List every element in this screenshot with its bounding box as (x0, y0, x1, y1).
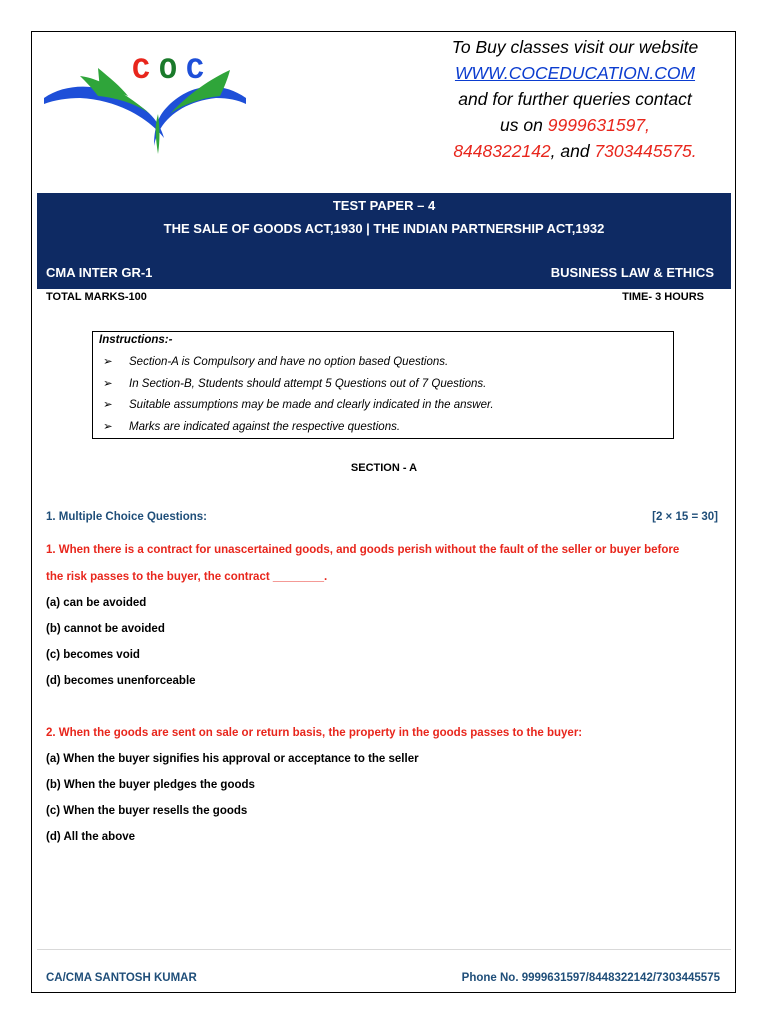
coc-logo (40, 48, 250, 158)
arrow-bullet-icon: ➢ (103, 399, 113, 411)
contact-line-4-prefix: us on (500, 115, 548, 135)
title-banner (37, 193, 731, 289)
website-link[interactable]: WWW.COCEDUCATION.COM (454, 63, 696, 83)
question-1-option: (b) cannot be avoided (46, 623, 165, 635)
contact-line-5-mid: , and (550, 141, 595, 161)
arrow-bullet-icon: ➢ (103, 377, 113, 390)
footer-divider (37, 949, 731, 950)
question-2-option: (a) When the buyer signifies his approval or acceptance to the seller (46, 753, 419, 765)
question-2-option: (b) When the buyer pledges the goods (46, 779, 255, 791)
contact-line-1: To Buy classes visit our website (451, 37, 699, 57)
logo-letter-c2: C (186, 54, 205, 88)
contact-block (430, 34, 720, 164)
question-2-line-1: 2. When the goods are sent on sale or return basis, the property in the goods passes to the buyer: (46, 727, 583, 739)
question-1-option: (a) can be avoided (46, 597, 147, 609)
course-label: CMA INTER GR-1 (46, 265, 153, 280)
contact-phone-3: 7303445575. (594, 141, 697, 161)
total-marks: TOTAL MARKS-100 (46, 291, 147, 303)
instructions-heading: Instructions:- (99, 334, 173, 346)
instruction-item: ➢ Section-A is Compulsory and have no option based Questions. (103, 352, 494, 374)
instruction-item: ➢ Marks are indicated against the respective questions. (103, 417, 494, 439)
instruction-item: ➢ Suitable assumptions may be made and clearly indicated in the answer. (103, 395, 494, 417)
instruction-item: ➢ In Section-B, Students should attempt 5 Questions out of 7 Questions. (103, 374, 494, 396)
logo-letter-c1: C (132, 54, 151, 88)
arrow-bullet-icon: ➢ (103, 356, 113, 368)
instructions-list (103, 352, 494, 438)
question-2-option: (c) When the buyer resells the goods (46, 805, 248, 817)
test-paper-subtitle: THE SALE OF GOODS ACT,1930 | THE INDIAN PARTNERSHIP ACT,1932 (163, 221, 605, 236)
question-1-option: (d) becomes unenforceable (46, 675, 196, 687)
test-paper-title: TEST PAPER – 4 (332, 198, 436, 213)
footer-phone: Phone No. 9999631597/8448322142/7303445575 (461, 972, 720, 984)
arrow-bullet-icon: ➢ (103, 420, 113, 433)
contact-line-3: and for further queries contact (458, 89, 692, 109)
logo-letter-o: O (159, 54, 178, 88)
question-2-option: (d) All the above (46, 831, 136, 843)
section-heading: SECTION - A (350, 462, 418, 474)
question-1-option: (c) becomes void (46, 649, 140, 661)
instructions-box (92, 331, 674, 439)
subject-label: BUSINESS LAW & ETHICS (550, 265, 714, 280)
question-1-line-2: the risk passes to the buyer, the contract ________. (46, 571, 328, 583)
time-allowed: TIME- 3 HOURS (622, 291, 704, 303)
mcq-heading: 1. Multiple Choice Questions: (46, 511, 208, 523)
contact-phone-2: 8448322142 (453, 141, 551, 161)
footer-author: CA/CMA SANTOSH KUMAR (46, 972, 197, 984)
question-1-line-1: 1. When there is a contract for unascertained goods, and goods perish without the fault of the seller or buyer before (46, 544, 680, 556)
contact-phone-1: 9999631597, (547, 115, 650, 135)
mcq-marks: [2 × 15 = 30] (652, 511, 718, 523)
